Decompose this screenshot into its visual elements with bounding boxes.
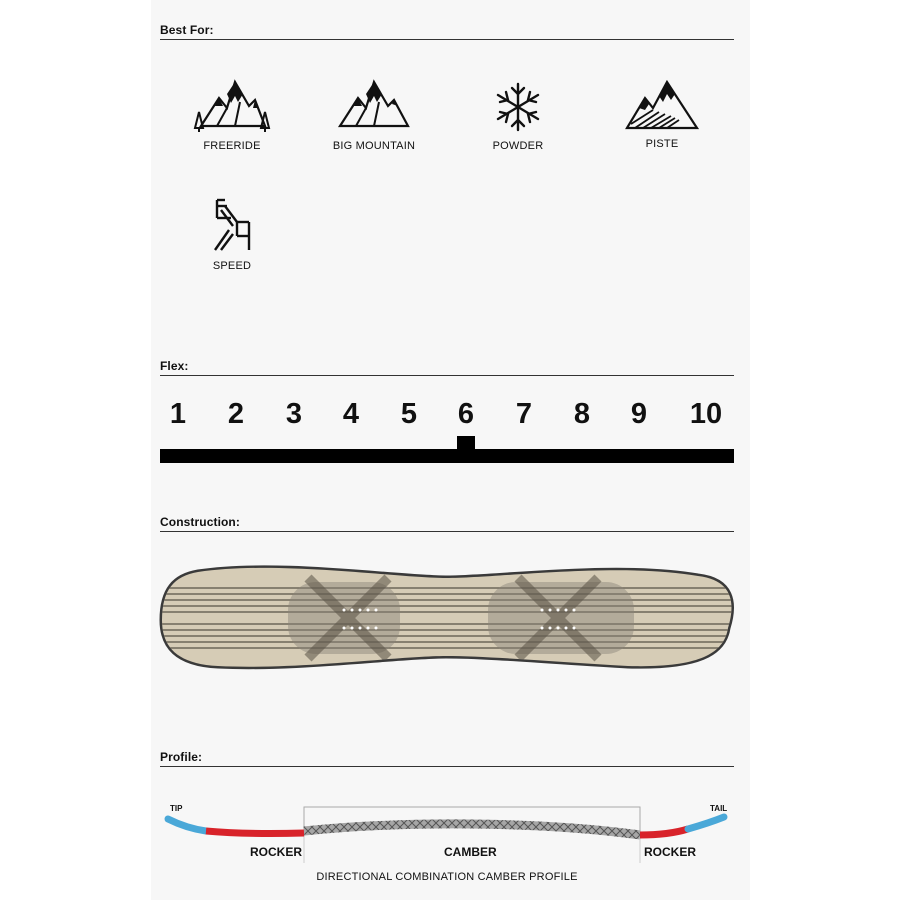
speed-icon	[209, 196, 255, 254]
best-for-powder	[448, 80, 588, 152]
piste-icon	[625, 80, 699, 132]
profile-caption: DIRECTIONAL COMBINATION CAMBER PROFILE	[316, 871, 578, 883]
snowflake-icon	[494, 80, 542, 134]
rocker-left-label: ROCKER	[250, 845, 303, 859]
flex-scale-label: 5	[400, 398, 418, 430]
flex-scale-label: 8	[573, 398, 591, 430]
best-for-label: FREERIDE	[203, 140, 261, 152]
flex-scale-label: 6	[457, 398, 475, 430]
best-for-big-mountain	[304, 78, 444, 152]
mountain-icon	[336, 78, 412, 134]
profile-divider	[160, 766, 734, 767]
flex-scale-label: 3	[285, 398, 303, 430]
best-for-label: BIG MOUNTAIN	[332, 140, 416, 152]
construction-divider	[160, 531, 734, 532]
mountain-trees-icon	[191, 78, 273, 134]
flex-scale-label: 2	[227, 398, 245, 430]
best-for-freeride	[162, 78, 302, 152]
best-for-label: POWDER	[492, 140, 544, 152]
best-for-divider	[160, 39, 734, 40]
flex-title: Flex:	[160, 359, 189, 373]
camber-profile-diagram	[160, 795, 734, 867]
flex-scale-label: 4	[342, 398, 360, 430]
construction-title: Construction:	[160, 515, 240, 529]
flex-scale-label: 7	[515, 398, 533, 430]
tip-label: TIP	[170, 804, 183, 813]
best-for-label: PISTE	[645, 138, 679, 150]
flex-scale-label: 1	[169, 398, 187, 430]
rocker-right-label: ROCKER	[644, 845, 697, 859]
flex-scale-label: 10	[689, 398, 723, 430]
flex-bar	[160, 449, 734, 463]
tail-label: TAIL	[710, 804, 728, 813]
flex-marker	[457, 436, 475, 452]
best-for-speed	[162, 196, 302, 272]
profile-title: Profile:	[160, 750, 203, 764]
camber-label: CAMBER	[444, 845, 497, 859]
best-for-piste	[592, 80, 732, 150]
best-for-title: Best For:	[160, 23, 214, 37]
best-for-label: SPEED	[212, 260, 252, 272]
snowboard-construction-image	[158, 558, 734, 678]
flex-scale-label: 9	[630, 398, 648, 430]
flex-divider	[160, 375, 734, 376]
